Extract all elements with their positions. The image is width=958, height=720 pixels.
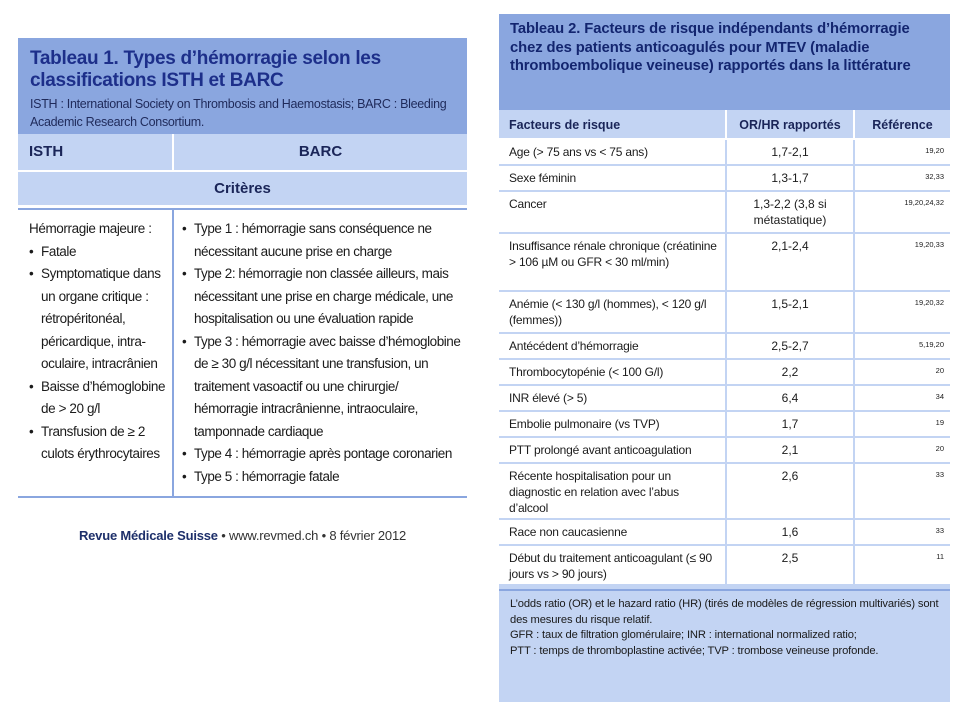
reference-cell: 32,33 bbox=[925, 172, 944, 181]
barc-item-text: Type 5 : hémorragie fatale bbox=[194, 468, 340, 484]
reference-cell: 33 bbox=[935, 526, 944, 535]
note-line: PTT : temps de thromboplastine activée; TVP : trombose veineuse profonde. bbox=[510, 644, 879, 657]
table-2-note bbox=[499, 589, 950, 665]
table-1-subtitle: ISTH : International Society on Thrombosis and Haemostasis; BARC : Bleeding Academic Research Consortium. bbox=[30, 97, 447, 129]
barc-item-text: Type 3 : hémorragie avec baisse d’hémoglobine de ≥ 30 g/l nécessitant une transfusion, un traitement vasoactif ou une chirurgie/ hémorragie intracrânienne, intraoculaire, tamponnade cardiaque bbox=[194, 333, 461, 439]
table-1 bbox=[18, 38, 467, 543]
or-hr-cell: 1,3-2,2 (3,8 si métastatique) bbox=[727, 192, 855, 232]
note-line: L’odds ratio (OR) et le hazard ratio (HR) (tirés de modèles de régression multivariés) sont des mesures du risque relatif. bbox=[510, 598, 939, 626]
table-row bbox=[499, 464, 950, 520]
risk-factor-cell: PTT prolongé avant anticoagulation bbox=[499, 438, 727, 462]
isth-item-text: Baisse d’hémoglobine de > 20 g/l bbox=[41, 378, 166, 416]
barc-item-text: Type 1 : hémorragie sans conséquence ne nécessitant aucune prise en charge bbox=[194, 221, 432, 259]
reference-cell: 5,19,20 bbox=[918, 340, 944, 349]
barc-item-text: Type 2: hémorragie non classée ailleurs, mais nécessitant une prise en charge médicale, une hospitalisation ou une évaluation rapide bbox=[194, 266, 453, 326]
reference-cell: 20 bbox=[935, 444, 944, 453]
footer-details: • www.revmed.ch • 8 février 2012 bbox=[217, 528, 407, 543]
or-hr-cell: 1,5-2,1 bbox=[727, 292, 855, 332]
or-hr-cell: 2,1-2,4 bbox=[727, 234, 855, 290]
criteria-row: Critères bbox=[18, 172, 467, 205]
reference-cell: 20 bbox=[935, 366, 944, 375]
isth-criteria bbox=[18, 210, 174, 496]
bullet-icon: • bbox=[182, 333, 187, 349]
column-header-isth: ISTH bbox=[18, 134, 174, 170]
risk-factor-cell: Antécédent d’hémorragie bbox=[499, 334, 727, 358]
reference-cell: 19,20,24,32 bbox=[904, 198, 944, 207]
bullet-icon: • bbox=[182, 221, 187, 236]
risk-factor-cell: INR élevé (> 5) bbox=[499, 386, 727, 410]
risk-factor-cell: Sexe féminin bbox=[499, 166, 727, 190]
bullet-icon: • bbox=[29, 266, 34, 281]
bullet-icon: • bbox=[29, 243, 34, 259]
risk-factor-cell: Race non caucasienne bbox=[499, 520, 727, 544]
isth-item-text: Fatale bbox=[41, 243, 77, 259]
table-row bbox=[499, 412, 950, 438]
or-hr-cell: 1,6 bbox=[727, 520, 855, 544]
isth-item bbox=[29, 241, 168, 264]
barc-item bbox=[182, 218, 461, 263]
bullet-icon: • bbox=[182, 446, 187, 461]
isth-item-text: Transfusion de ≥ 2 culots érythrocytaires bbox=[41, 423, 160, 461]
or-hr-cell: 2,5 bbox=[727, 546, 855, 584]
barc-item bbox=[182, 466, 461, 489]
reference-cell: 19,20 bbox=[925, 146, 944, 155]
column-header-barc: BARC bbox=[298, 143, 343, 160]
or-hr-cell: 1,7-2,1 bbox=[727, 140, 855, 164]
risk-factor-cell: Récente hospitalisation pour un diagnostic en relation avec l’abus d’alcool bbox=[499, 464, 727, 518]
bullet-icon: • bbox=[182, 468, 187, 484]
table-2-rows bbox=[499, 140, 950, 586]
column-header-reference: Référence bbox=[872, 118, 933, 132]
table-row bbox=[499, 386, 950, 412]
or-hr-cell: 2,1 bbox=[727, 438, 855, 462]
bullet-icon: • bbox=[29, 378, 34, 394]
reference-cell: 34 bbox=[935, 392, 944, 401]
table-row bbox=[499, 234, 950, 292]
table-1-body bbox=[18, 208, 467, 498]
risk-factor-cell: Embolie pulmonaire (vs TVP) bbox=[499, 412, 727, 436]
table-row bbox=[499, 520, 950, 546]
table-row bbox=[499, 438, 950, 464]
barc-criteria bbox=[174, 210, 467, 496]
risk-factor-cell: Début du traitement anticoagulant (≤ 90 jours vs > 90 jours) bbox=[499, 546, 727, 584]
reference-cell: 19 bbox=[935, 418, 944, 427]
reference-cell: 33 bbox=[935, 470, 944, 479]
table-row bbox=[499, 360, 950, 386]
note-line: GFR : taux de filtration glomérulaire; INR : international normalized ratio; bbox=[510, 629, 857, 641]
bullet-icon: • bbox=[29, 423, 34, 439]
or-hr-cell: 2,5-2,7 bbox=[727, 334, 855, 358]
journal-footer bbox=[18, 528, 467, 543]
table-1-header bbox=[18, 38, 467, 134]
or-hr-cell: 6,4 bbox=[727, 386, 855, 410]
barc-item bbox=[182, 443, 461, 466]
or-hr-cell: 1,3-1,7 bbox=[727, 166, 855, 190]
reference-cell: 19,20,33 bbox=[914, 240, 944, 249]
table-row bbox=[499, 192, 950, 234]
risk-factor-cell: Insuffisance rénale chronique (créatinine > 106 µM ou GFR < 30 ml/min) bbox=[499, 234, 727, 290]
table-row bbox=[499, 292, 950, 334]
isth-item-text: Symptomatique dans un organe critique : rétropéritonéal, péricardique, intra-oculaire, intracrânien bbox=[41, 266, 161, 371]
barc-item bbox=[182, 331, 461, 444]
risk-factor-cell: Age (> 75 ans vs < 75 ans) bbox=[499, 140, 727, 164]
reference-cell: 19,20,32 bbox=[914, 298, 944, 307]
footer-journal-name: Revue Médicale Suisse bbox=[78, 528, 218, 543]
table-row bbox=[499, 546, 950, 586]
barc-item bbox=[182, 263, 461, 331]
reference-cell: 11 bbox=[936, 552, 944, 561]
table-row bbox=[499, 166, 950, 192]
table-2 bbox=[499, 14, 950, 702]
table-row bbox=[499, 140, 950, 166]
risk-factor-cell: Anémie (< 130 g/l (hommes), < 120 g/l (femmes)) bbox=[499, 292, 727, 332]
isth-item bbox=[29, 421, 168, 466]
isth-heading: Hémorragie majeure : bbox=[29, 221, 152, 236]
table-1-title: Tableau 1. Types d’hémorragie selon les classifications ISTH et BARC bbox=[30, 48, 381, 91]
or-hr-cell: 1,7 bbox=[727, 412, 855, 436]
or-hr-cell: 2,2 bbox=[727, 360, 855, 384]
table-2-title: Tableau 2. Facteurs de risque indépendants d’hémorragie chez des patients anticoagulés pour MTEV (maladie thromboembolique veineuse) rapportés dans la littérature bbox=[510, 21, 911, 74]
column-header-or-hr: OR/HR rapportés bbox=[727, 110, 855, 138]
or-hr-cell: 2,6 bbox=[727, 464, 855, 518]
barc-item-text: Type 4 : hémorragie après pontage coronarien bbox=[194, 446, 452, 461]
column-header-factors: Facteurs de risque bbox=[499, 110, 727, 138]
table-row bbox=[499, 334, 950, 360]
isth-item bbox=[29, 376, 168, 421]
isth-item bbox=[29, 263, 168, 376]
table-2-column-headers bbox=[499, 110, 950, 140]
table-1-column-headers bbox=[18, 134, 467, 172]
table-2-header bbox=[499, 14, 950, 110]
risk-factor-cell: Thrombocytopénie (< 100 G/l) bbox=[499, 360, 727, 384]
bullet-icon: • bbox=[182, 266, 187, 281]
risk-factor-cell: Cancer bbox=[499, 192, 727, 232]
